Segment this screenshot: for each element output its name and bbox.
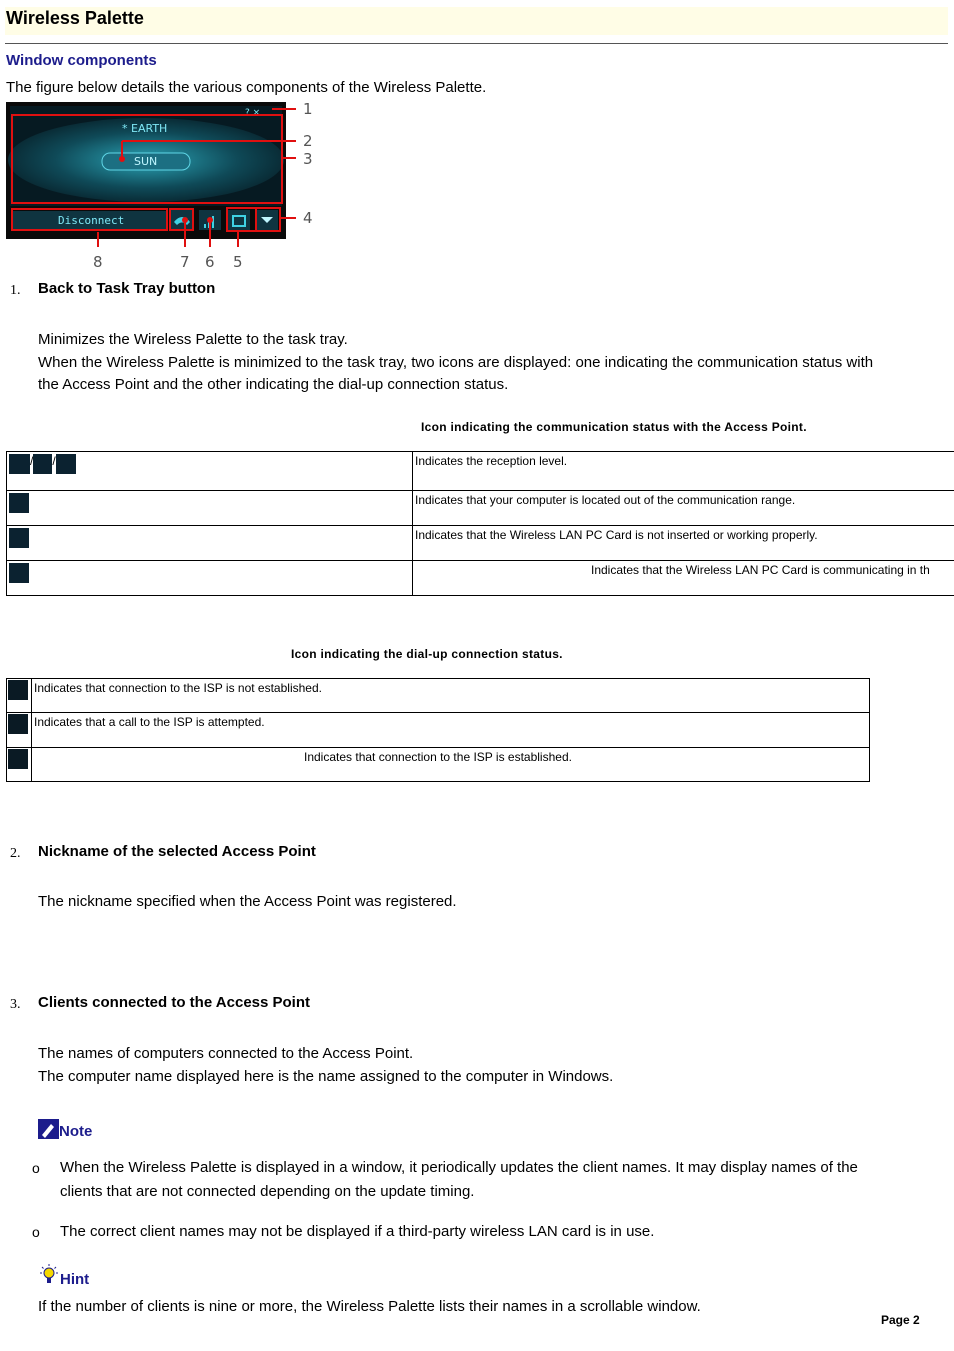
out-of-range-icon (9, 493, 29, 513)
note-heading (38, 1119, 92, 1141)
section-heading: Window components (6, 52, 157, 69)
divider (5, 43, 948, 44)
help-close-icons: ? × (245, 108, 261, 118)
table2-caption: Icon indicating the dial-up connection status. (291, 647, 563, 661)
network-icon (9, 563, 29, 583)
hint-heading (38, 1264, 89, 1289)
phone-not-established-icon (8, 680, 28, 700)
dialup-status-table (6, 678, 870, 782)
disconnect-label: Disconnect (58, 214, 125, 227)
item-number: 3. (10, 997, 21, 1012)
title-bar (5, 7, 948, 35)
comm-status-table (6, 451, 954, 596)
icon-cell (7, 748, 32, 782)
desc-cell: Indicates that connection to the ISP is established. (32, 748, 870, 782)
table-row (7, 526, 954, 561)
item-paragraph: The nickname specified when the Access Point was registered. (38, 893, 457, 910)
earth-label: * EARTH (122, 122, 168, 135)
callout-2: 2 (303, 132, 313, 150)
item-title: Nickname of the selected Access Point (38, 843, 316, 860)
page-title: Wireless Palette (6, 8, 144, 28)
palette-figure-svg (6, 102, 316, 272)
callout-3: 3 (303, 150, 313, 168)
item-paragraph: When the Wireless Palette is minimized to the task tray, two icons are displayed: one indicating the communication status with (38, 354, 874, 371)
table1-caption: Icon indicating the communication status with the Access Point. (421, 420, 807, 434)
reception-level-icons: / / (9, 454, 76, 468)
note-bullet-text: clients that are not connected depending on the update timing. (60, 1183, 475, 1200)
desc-cell: Indicates that connection to the ISP is not established. (32, 679, 870, 713)
item-number: 2. (10, 846, 21, 861)
bullet-mark: o (32, 1224, 40, 1240)
note-bullet-text: When the Wireless Palette is displayed in a window, it periodically updates the client names. It may display names of the (60, 1159, 858, 1176)
phone-calling-icon (8, 714, 28, 734)
item-title: Back to Task Tray button (38, 280, 216, 297)
icon-cell (7, 713, 32, 748)
bullet-mark: o (32, 1160, 40, 1176)
page-number: Page 2 (881, 1313, 920, 1327)
table-row (7, 748, 870, 782)
icon-cell (7, 526, 413, 561)
note-icon (38, 1119, 59, 1139)
callout-4: 4 (303, 209, 313, 227)
item-paragraph: Minimizes the Wireless Palette to the task tray. (38, 331, 348, 348)
card-error-icon (9, 528, 29, 548)
intro-text: The figure below details the various components of the Wireless Palette. (6, 79, 487, 96)
desc-cell: Indicates that a call to the ISP is attempted. (32, 713, 870, 748)
icon-cell (7, 561, 413, 596)
desc-cell: Indicates that the Wireless LAN PC Card is communicating in th (413, 561, 954, 596)
desc-cell: Indicates that the Wireless LAN PC Card is not inserted or working properly. (413, 526, 954, 561)
icon-cell (7, 491, 413, 526)
desc-cell: Indicates that your computer is located out of the communication range. (413, 491, 954, 526)
desc-cell: Indicates the reception level. (413, 452, 954, 491)
item-paragraph: the Access Point and the other indicating the dial-up connection status. (38, 376, 509, 393)
table-row (7, 679, 870, 713)
note-label: Note (59, 1123, 93, 1140)
item-paragraph: The names of computers connected to the Access Point. (38, 1045, 414, 1062)
table-row (7, 713, 870, 748)
item-title: Clients connected to the Access Point (38, 994, 310, 1011)
phone-established-icon (8, 749, 28, 769)
item-paragraph: The computer name displayed here is the name assigned to the computer in Windows. (38, 1068, 614, 1085)
table-row (7, 491, 954, 526)
item-number: 1. (10, 283, 21, 298)
table-row (7, 561, 954, 596)
icon-cell (7, 452, 413, 491)
table-row (7, 452, 954, 491)
hint-text: If the number of clients is nine or more, the Wireless Palette lists their names in a scrollable window. (38, 1298, 701, 1315)
hint-label: Hint (60, 1271, 90, 1288)
callout-1: 1 (303, 102, 313, 118)
callout-5: 5 (233, 253, 243, 271)
sun-label: SUN (134, 155, 158, 168)
callout-6: 6 (205, 253, 215, 271)
icon-cell (7, 679, 32, 713)
lightbulb-icon (38, 1264, 60, 1286)
wireless-palette-figure (6, 102, 316, 272)
note-bullet-text: The correct client names may not be displayed if a third-party wireless LAN card is in use. (60, 1223, 655, 1240)
callout-8: 8 (93, 253, 103, 271)
callout-7: 7 (180, 253, 190, 271)
